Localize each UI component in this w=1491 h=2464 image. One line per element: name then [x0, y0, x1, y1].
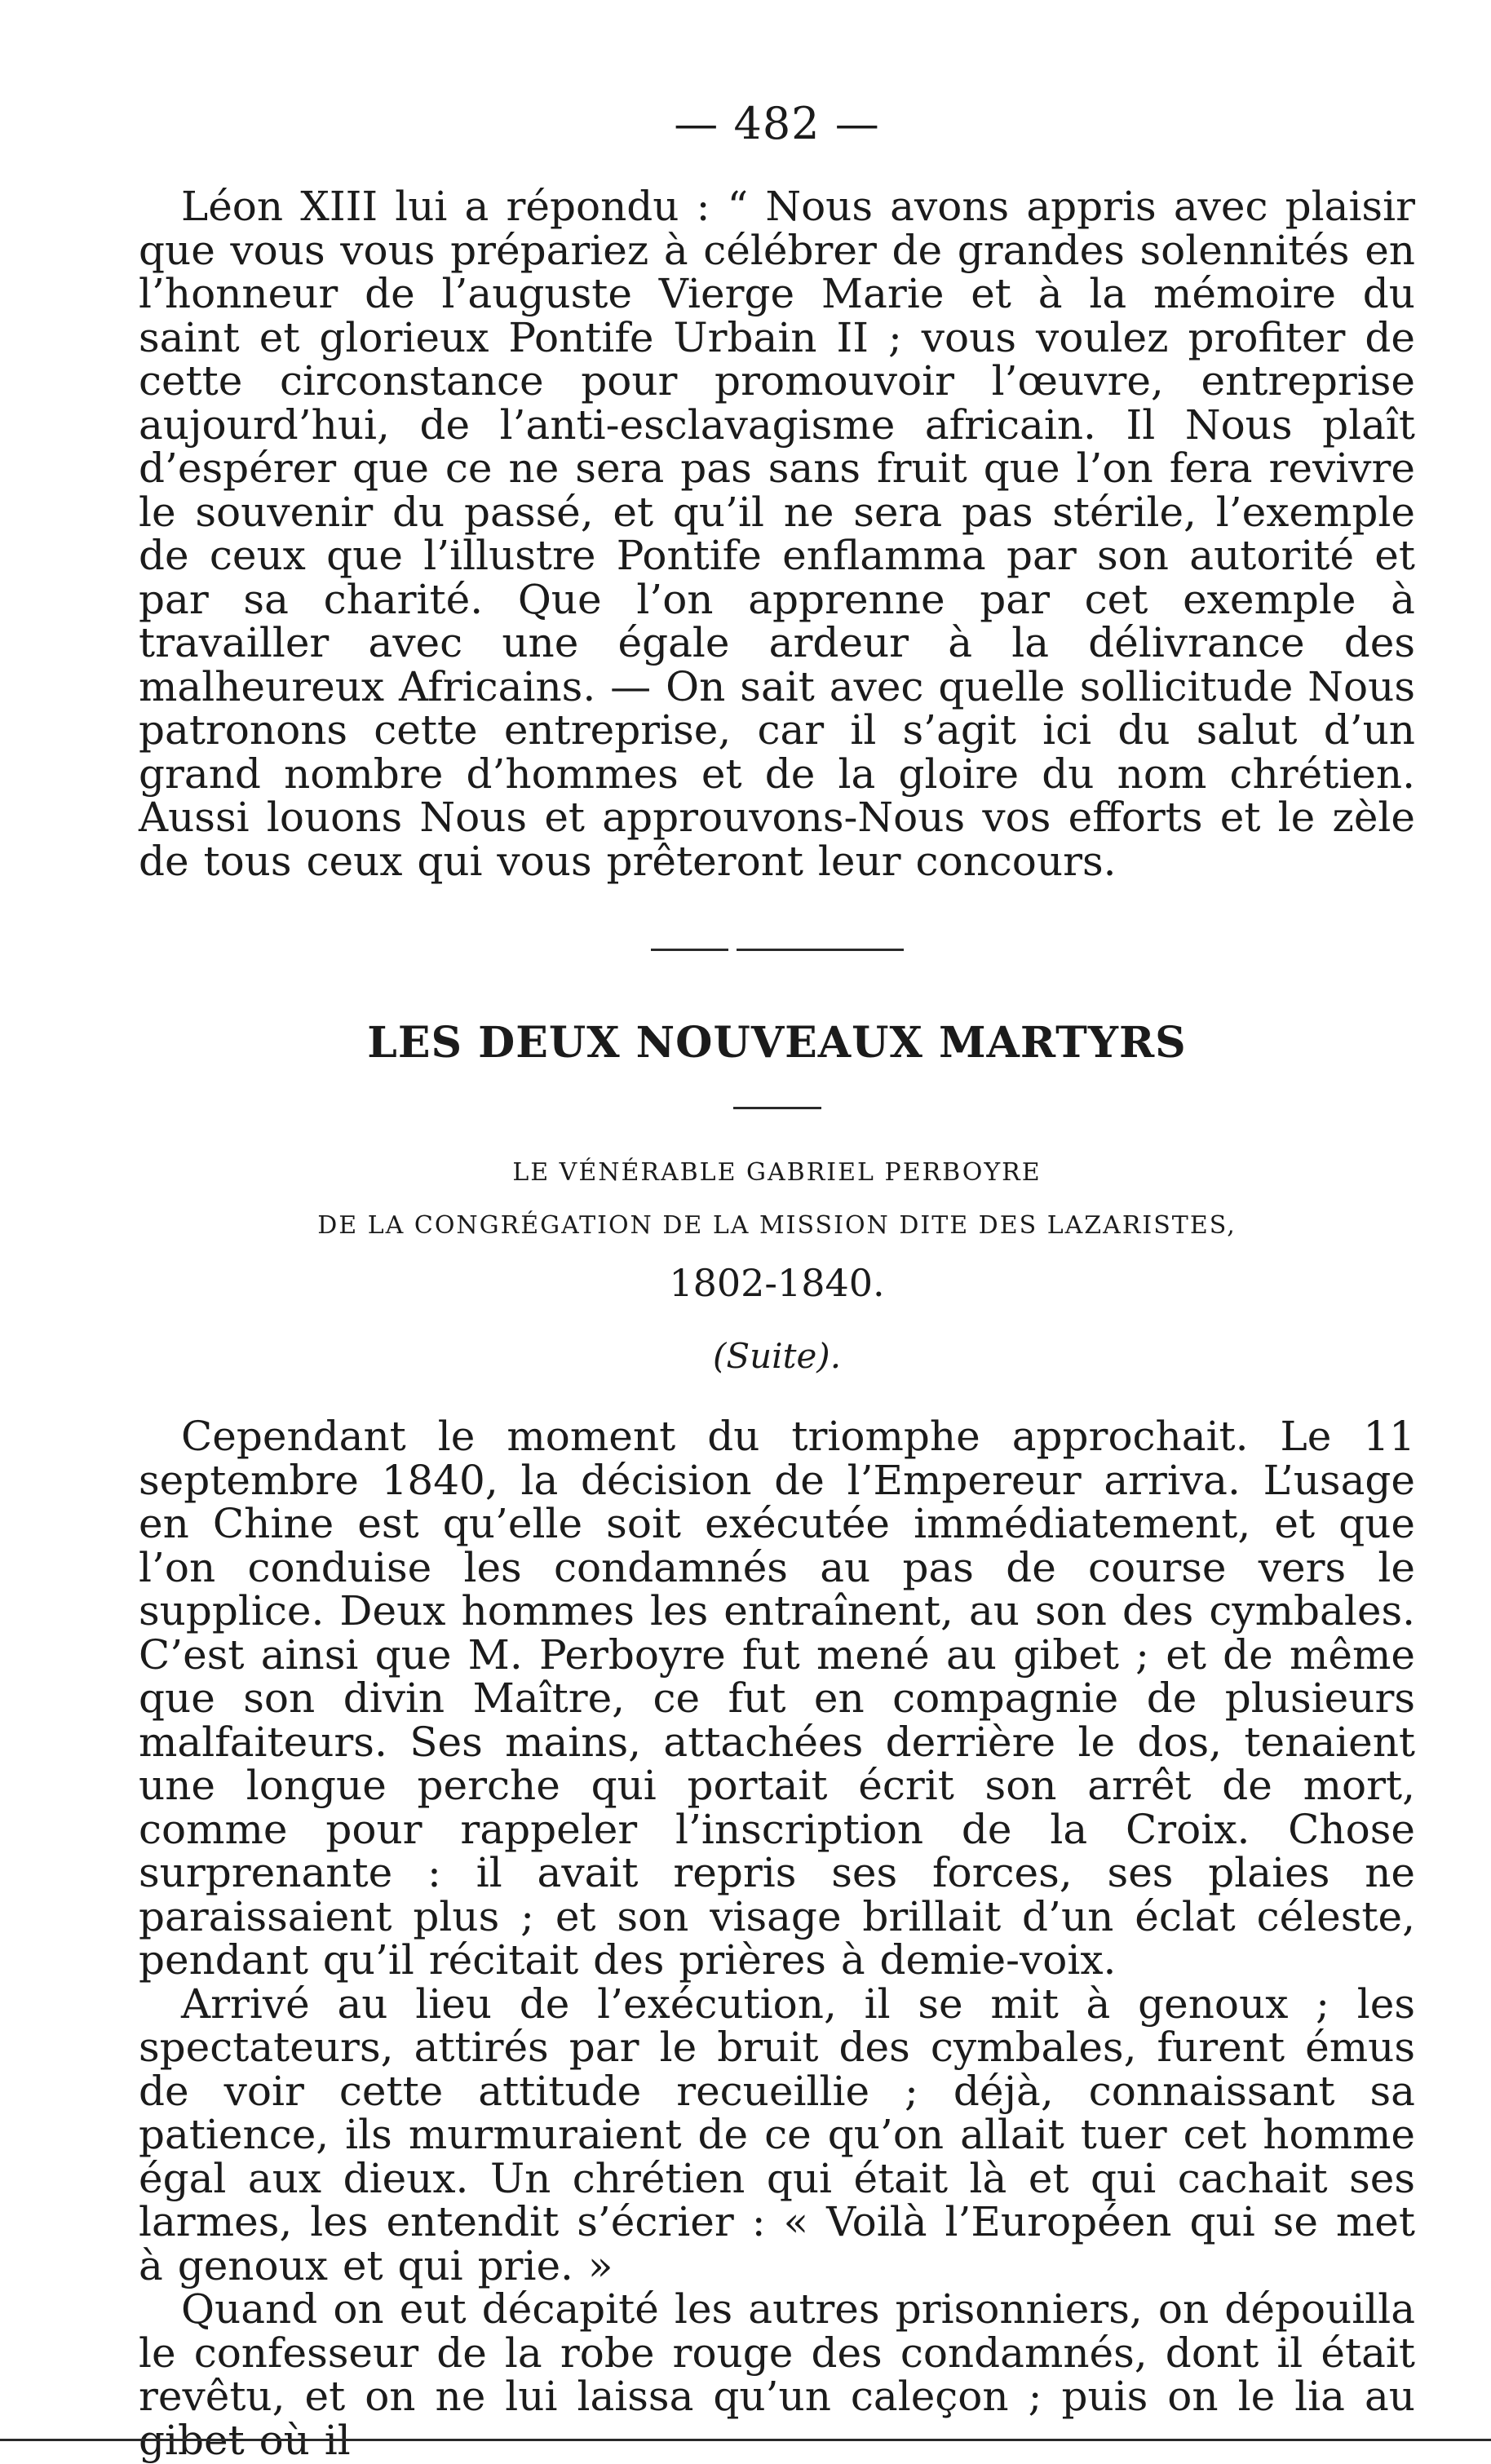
title-underline-rule [733, 1107, 821, 1109]
continuation-text: (Suite). [712, 1336, 842, 1376]
book-page [139, 98, 1415, 2462]
continuation-note [139, 1336, 1415, 1376]
body-paragraph-gibet: Quand on eut décapité les autres prisonniers, on dépouilla le confesseur de la robe rouge des condamnés, dont il était revêtu, et on ne lui laissa qu’un caleçon ; puis on le lia au gibet où il [139, 2285, 1415, 2464]
section-title: LES DEUX NOUVEAUX MARTYRS [367, 1018, 1187, 1068]
section-body [139, 1415, 1415, 2462]
body-paragraph-triomphe: Cependant le moment du triomphe approchait. Le 11 septembre 1840, la décision de l’Empereur arriva. L’usage en Chine est qu’elle soit exécutée immédiatement, et que l’on conduise les condamnés au pas de course vers le supplice. Deux hommes les entraînent, au son des cymbales. C’est ainsi que M. Perboyre fut mené au gibet ; et de même que son divin Maître, ce fut en compagnie de plusieurs malfaiteurs. Ses mains, attachées derrière le dos, tenaient une longue perche qui portait écrit son arrêt de mort, comme pour rappeler l’inscription de la Croix. Chose surprenante : il avait repris ses forces, ses plaies ne paraissaient plus ; et son visage brillait d’un éclat céleste, pendant qu’il récitait des prières à demie-voix. [139, 1413, 1415, 1984]
life-dates: 1802-1840. [669, 1261, 885, 1305]
body-paragraph-execution: Arrivé au lieu de l’exécution, il se mit à genoux ; les spectateurs, attirés par le bruit des cymbales, furent émus de voir cette attitude recueillie ; déjà, connaissant sa patience, ils murmuraient de ce qu’on allait tuer cet homme égal aux dieux. Un chrétien qui était là et qui cachait ses larmes, les entendit s’écrier : « Voilà l’Européen qui se met à genoux et qui prie. » [139, 1980, 1415, 2289]
separator-rule-right [737, 949, 904, 951]
subtitle-line-2: DE LA CONGRÉGATION DE LA MISSION DITE DES LAZARISTES, [317, 1211, 1237, 1240]
body-paragraph-leo-xiii: Léon XIII lui a répondu : “ Nous avons appris avec plaisir que vous vous prépariez à célébrer de grandes solennités en l’honneur de l’auguste Vierge Marie et à la mémoire du saint et glorieux Pontife Urbain II ; vous voulez profiter de cette circonstance pour promouvoir l’œuvre, entreprise aujourd’hui, de l’anti-esclavagisme africain. Il Nous plaît d’espérer que ce ne sera pas sans fruit que l’on fera revivre le souvenir du passé, et qu’il ne sera pas stérile, l’exemple de ceux que l’illustre Pontife enflamma par son autorité et par sa charité. Que l’on apprenne par cet exemple à travailler avec une égale ardeur à la délivrance des malheureux Africains. — On sait avec quelle sollicitude Nous patronons cette entreprise, car il s’agit ici du salut d’un grand nombre d’hommes et de la gloire du nom chrétien. Aussi louons Nous et approuvons-Nous vos efforts et le zèle de tous ceux qui vous prêteront leur concours. [139, 183, 1415, 885]
subtitle-line-1: LE VÉNÉRABLE GABRIEL PERBOYRE [512, 1158, 1042, 1187]
page-bottom-edge-rule [0, 2439, 1491, 2441]
page-number: — 482 — [674, 98, 880, 149]
separator-rule-left [651, 949, 728, 951]
separator-rule [139, 949, 1415, 951]
